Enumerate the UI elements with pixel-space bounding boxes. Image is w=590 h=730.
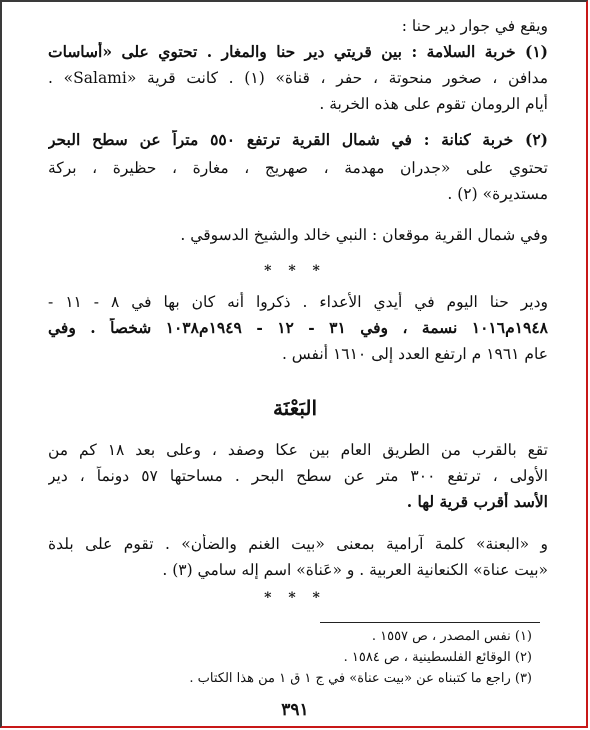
text-line-9: ودير حنا اليوم في أيدي الأعداء . ذكروا أنه كان بها في ٨ - ١١ -	[48, 293, 548, 311]
text-line-1: ويقع في جوار دير حنا :	[401, 17, 548, 35]
text-line-11: عام ١٩٦١ م ارتفع العدد إلى ١٦١٠ أنفس .	[281, 345, 548, 363]
text-line-7: مستديرة» (٢) .	[447, 185, 548, 203]
text-line-2: (١) خربة السلامة : بين قريتي دير حنا والمغار . تحتوي على «أساسات	[48, 42, 548, 61]
page-number: ٣٩١	[281, 700, 309, 720]
text-line-8: وفي شمال القرية موقعان : النبي خالد والشيخ الدسوقي .	[180, 226, 548, 244]
text-line-16: «بيت عناة» الكنعانية العربية . و «عَناة» اسم إله سامي (٣) .	[162, 561, 548, 579]
footnote-1: (١) نفس المصدر ، ص ١٥٥٧ .	[371, 629, 532, 644]
separator-stars-1: * * *	[264, 263, 326, 279]
text-line-14: الأسد أقرب قرية لها .	[406, 492, 548, 511]
text-line-15: و «البعنة» كلمة آرامية بمعنى «بيت الغنم والضأن» . تقوم على بلدة	[48, 535, 548, 553]
text-line-5: (٢) خربة كنانة : في شمال القرية ترتفع ٥٥٠ متراً عن سطح البحر	[48, 130, 548, 149]
footnote-3: (٣) راجع ما كتبناه عن «بيت عناة» في ج ١ ق ١ من هذا الكتاب .	[189, 671, 532, 686]
separator-stars-2: * * *	[264, 590, 326, 606]
text-line-12: تقع بالقرب من الطريق العام بين عكا وصفد ، وعلى بعد ١٨ كم من	[48, 441, 548, 459]
text-line-4: أيام الرومان تقوم على هذه الخربة .	[319, 95, 548, 113]
text-line-10: ١٩٤٨م١٠١٦ نسمة ، وفي ٣١ - ١٢ - ١٩٤٩م١٠٣٨ شخصاً . وفي	[48, 318, 548, 337]
footnote-2: (٢) الوقائع الفلسطينية ، ص ١٥٨٤ .	[343, 650, 532, 665]
footnote-rule	[320, 622, 540, 623]
section-heading: البَعْنَة	[272, 396, 318, 420]
text-line-13: الأولى ، ترتفع ٣٠٠ متر عن سطح البحر . مساحتها ٥٧ دونماً ، دير	[48, 467, 548, 485]
text-line-6: تحتوي على «جدران مهدمة ، صهريج ، مغارة ، حظيرة ، بركة	[48, 159, 548, 177]
text-line-3: مدافن ، صخور منحوتة ، حفر ، قناة» (١) . كانت قرية «Salami» .	[48, 69, 548, 87]
